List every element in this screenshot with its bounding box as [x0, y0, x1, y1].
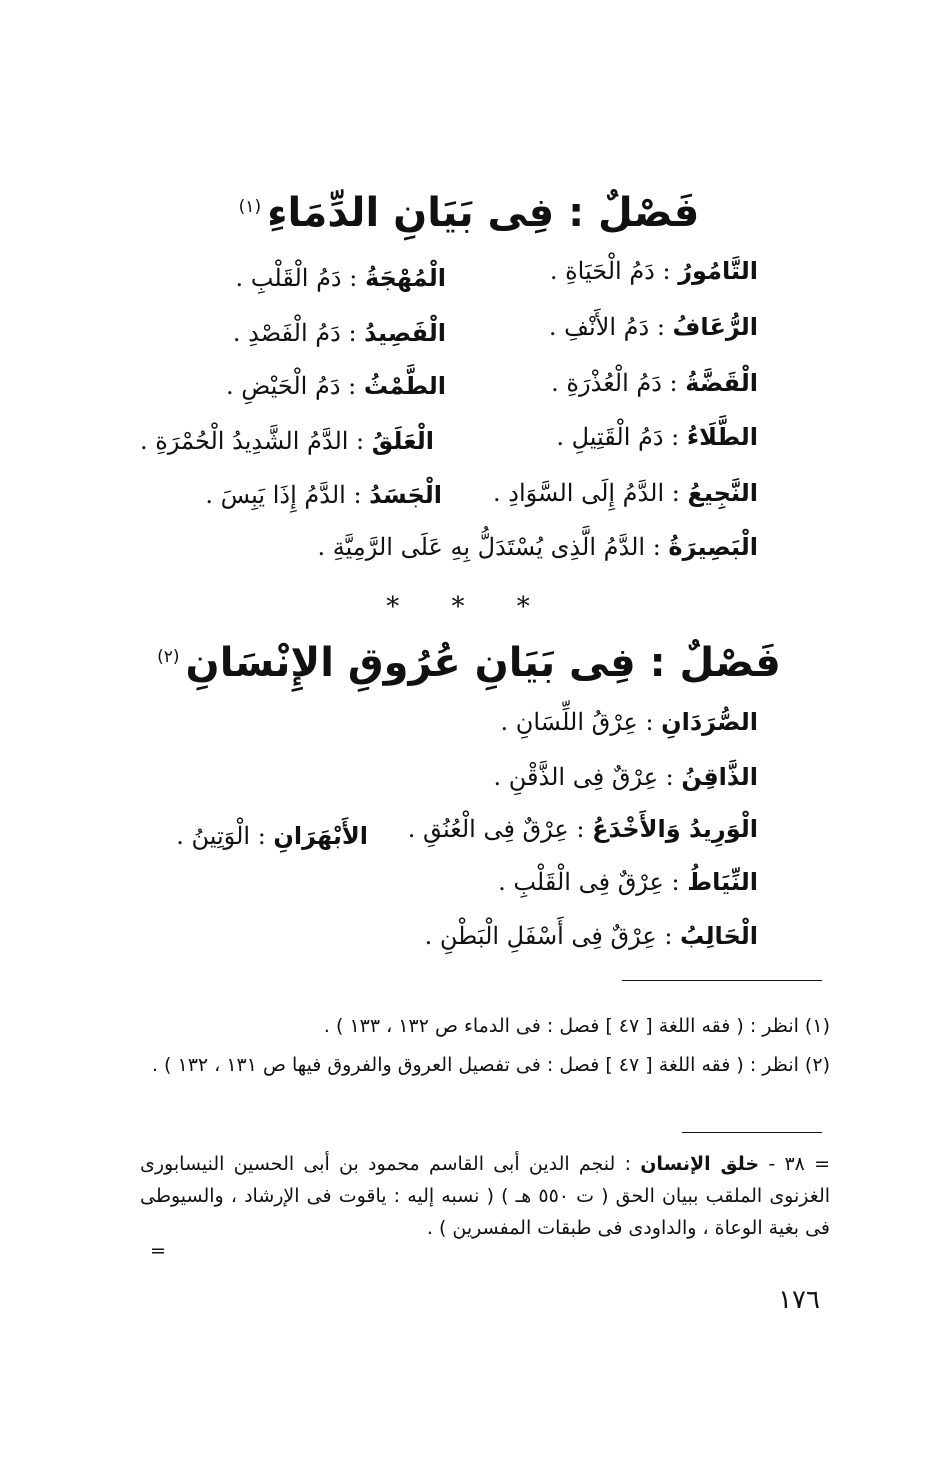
- entry: [493, 479, 758, 507]
- entry-definition: : دَمُ الْحَيْضِ .: [225, 372, 364, 400]
- entry-definition: : عِرْقٌ فِى الْقَلْبِ .: [498, 868, 688, 896]
- footnote-separator: [622, 980, 822, 981]
- entry: [233, 319, 446, 347]
- entry-definition: : دَمُ الْقَلْبِ .: [235, 264, 365, 292]
- entry-definition: : الدَّمُ الَّذِى يُسْتَدَلُّ بِهِ عَلَى الرَّمِيَّةِ .: [317, 533, 669, 561]
- heading-text: فَصْلٌ : فِى بَيَانِ عُرُوقِ الإِنْسَانِ: [185, 640, 781, 686]
- entry: [550, 257, 758, 285]
- entry-definition: : عِرْقُ اللِّسَانِ .: [500, 708, 662, 736]
- entry-definition: : عِرْقٌ فِى الْعُنُقِ .: [407, 815, 593, 843]
- entry-definition: : الْوَتِينُ .: [176, 822, 274, 850]
- entry-term: الْقَضَّةُ: [685, 369, 758, 397]
- entry-term: النَّجِيعُ: [687, 479, 758, 507]
- note-number: = ٣٨ -: [759, 1153, 831, 1175]
- entry-term: النِّيَاطُ: [687, 868, 758, 896]
- entry: [425, 922, 758, 950]
- entry: [500, 708, 758, 736]
- entry-term: الصُّرَدَانِ: [661, 708, 758, 736]
- entry: [494, 763, 758, 791]
- entry-term: الْوَرِيدُ وَالأَخْدَعُ: [592, 815, 758, 843]
- bibliographic-note: [140, 1148, 830, 1244]
- entry-term: الْعَلَقُ: [371, 427, 434, 455]
- entry-term: الطَّلَاءُ: [686, 423, 758, 451]
- entry-definition: : دَمُ الْعُذْرَةِ .: [551, 369, 686, 397]
- entry-term: الْحَالِبُ: [680, 922, 758, 950]
- footnote-ref: (٢): [157, 646, 180, 667]
- entry-term: الرُّعَافُ: [672, 313, 758, 341]
- entry-definition: : عِرْقٌ فِى أَسْفَلِ الْبَطْنِ .: [424, 922, 681, 950]
- entry-term: الْفَصِيدُ: [364, 319, 446, 347]
- entry-term: الذَّاقِنُ: [681, 763, 758, 791]
- entry: [408, 815, 758, 843]
- entry: [556, 423, 758, 451]
- entry-definition: : دَمُ الْقَتِيلِ .: [556, 423, 687, 451]
- entry-term: الْجَسَدُ: [369, 481, 442, 509]
- entry-term: التَّامُورُ: [678, 257, 758, 285]
- book-title: خلق الإنسان: [640, 1153, 760, 1175]
- note-separator: [682, 1132, 822, 1133]
- footnote: (١) انظر : ( فقه اللغة [ ٤٧ ] فصل : فى الدماء ص ١٣٢ ، ١٣٣ ) .: [323, 1015, 830, 1037]
- entry: [236, 264, 446, 292]
- entry: [140, 427, 434, 455]
- entry-term: الْمُهْجَةُ: [364, 264, 446, 292]
- section-heading-blood: [0, 190, 938, 236]
- entry: [549, 313, 758, 341]
- entry: [551, 369, 758, 397]
- entry: [205, 481, 442, 509]
- footnote-ref: (١): [238, 196, 262, 217]
- entry: [498, 868, 758, 896]
- section-heading-veins: [0, 640, 938, 686]
- entry-definition: : الدَّمُ إِذَا يَبِسَ .: [205, 481, 370, 509]
- entry-definition: : دَمُ الأَنْفِ .: [548, 313, 673, 341]
- page-number: ١٧٦: [778, 1285, 820, 1315]
- entry: [226, 372, 446, 400]
- entry-term: الأَبْهَرَانِ: [273, 822, 368, 850]
- entry-term: الطَّمْثُ: [363, 372, 446, 400]
- entry-definition: : دَمُ الْحَيَاةِ .: [549, 257, 679, 285]
- heading-text: فَصْلٌ : فِى بَيَانِ الدِّمَاءِ: [267, 190, 700, 236]
- entry-term: الْبَصِيرَةُ: [668, 533, 758, 561]
- entry-definition: : الدَّمُ إِلَى السَّوَادِ .: [493, 479, 688, 507]
- entry-definition: : الدَّمُ الشَّدِيدُ الْحُمْرَةِ .: [140, 427, 372, 455]
- entry: [176, 822, 368, 850]
- section-divider: * * *: [386, 592, 552, 622]
- footnote: (٢) انظر : ( فقه اللغة [ ٤٧ ] فصل : فى تفصيل العروق والفروق فيها ص ١٣١ ، ١٣٢ ) .: [151, 1054, 830, 1076]
- entry: [318, 533, 759, 561]
- entry-definition: : دَمُ الْفَصْدِ .: [232, 319, 365, 347]
- entry-definition: : عِرْقٌ فِى الذَّقْنِ .: [493, 763, 682, 791]
- continuation-mark: =: [150, 1240, 166, 1262]
- note-text: : لنجم الدين أبى القاسم محمود بن أبى الحسين النيسابورى الغزنوى الملقب ببيان الحق ( ت ٥٥٠ هـ ) ( نسبه إليه : ياقوت فى الإرشاد ، والسيوطى فى بغية الوعاة ، والداودى فى طبقات المفسرين ) .: [140, 1153, 831, 1239]
